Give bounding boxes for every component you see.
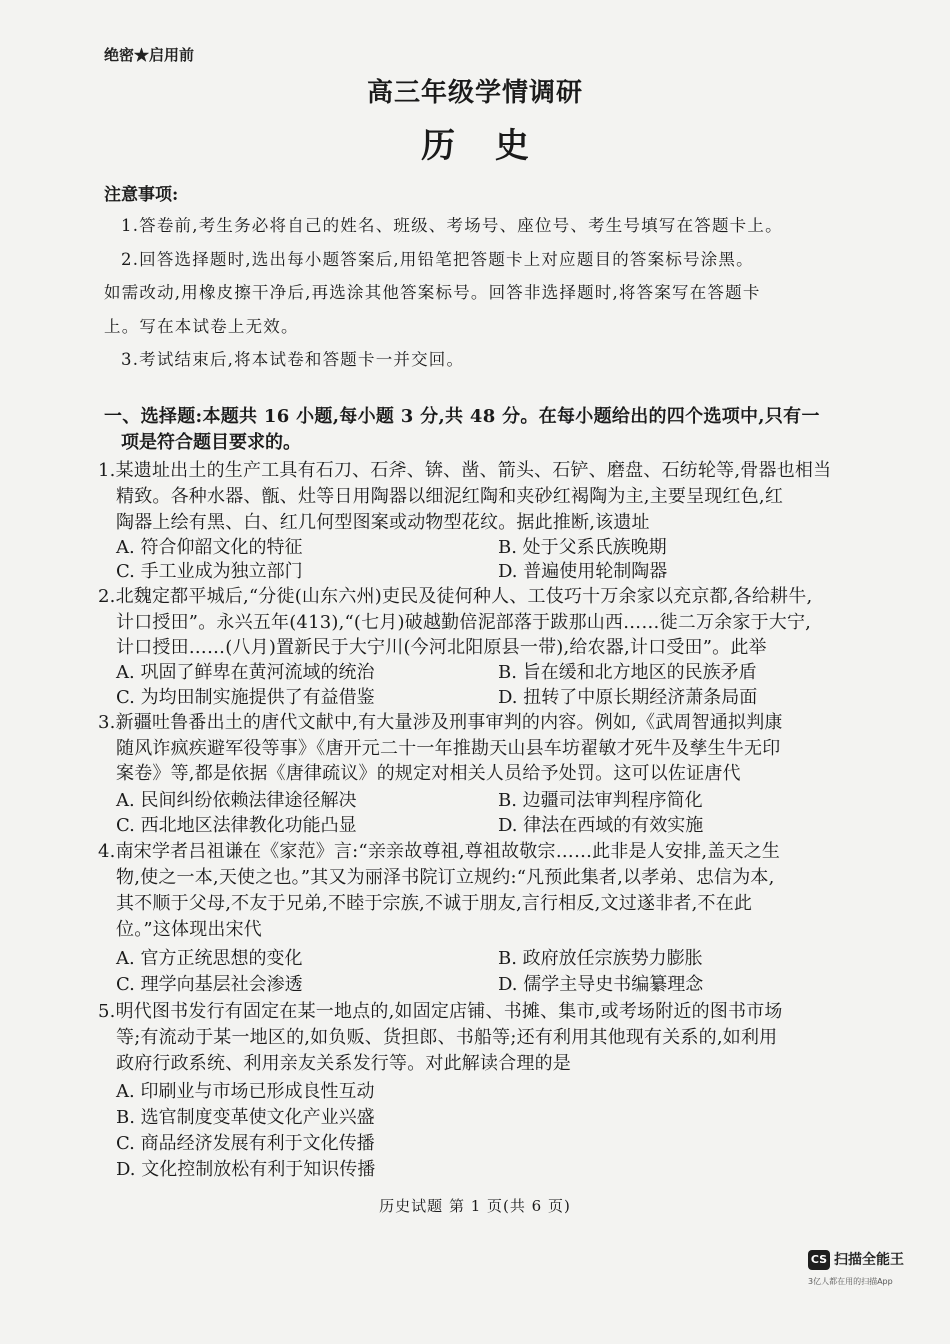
option-a: A. 官方正统思想的变化 (116, 948, 303, 969)
question-stem-line: 5.明代图书发行有固定在某一地点的,如固定店铺、书摊、集市,或考场附近的图书市场 (98, 1001, 783, 1022)
exam-title: 高三年级学情调研 (366, 78, 583, 108)
question-stem-line: 陶器上绘有黑、白、红几何型图案或动物型花纹。据此推断,该遗址 (116, 512, 650, 533)
option-c: C. 商品经济发展有利于文化传播 (116, 1133, 375, 1154)
option-b: B. 处于父系氏族晚期 (498, 537, 667, 558)
option-d: D. 文化控制放松有利于知识传播 (116, 1159, 376, 1180)
watermark-app-name: 扫描全能王 (834, 1252, 904, 1268)
option-d: D. 普遍使用轮制陶器 (498, 561, 668, 582)
notice-line: 3.考试结束后,将本试卷和答题卡一并交回。 (121, 350, 465, 369)
subject-title: 历 史 (421, 126, 529, 166)
option-a: A. 印刷业与市场已形成良性互动 (116, 1081, 375, 1102)
notice-heading: 注意事项: (104, 185, 179, 205)
confidential-mark: 绝密★启用前 (104, 46, 195, 64)
question-stem-line: 1.某遗址出土的生产工具有石刀、石斧、锛、凿、箭头、石铲、磨盘、石纺轮等,骨器也相当 (98, 460, 832, 481)
option-b: B. 选官制度变革使文化产业兴盛 (116, 1107, 375, 1128)
page-footer: 历史试题 第 1 页(共 6 页) (379, 1197, 571, 1215)
camscanner-logo-icon: CS (808, 1250, 830, 1270)
option-a: A. 民间纠纷依赖法律途径解决 (116, 790, 357, 811)
option-a: A. 符合仰韶文化的特征 (116, 537, 303, 558)
option-c: C. 西北地区法律教化功能凸显 (116, 815, 357, 836)
question-stem-line: 案卷》等,都是依据《唐律疏议》的规定对相关人员给予处罚。这可以佐证唐代 (116, 763, 741, 784)
question-stem-line: 其不顺于父母,不友于兄弟,不睦于宗族,不诚于朋友,言行相反,文过遂非者,不在此 (116, 893, 753, 914)
notice-line: 上。写在本试卷上无效。 (104, 317, 299, 336)
question-stem-line: 计口授田……(八月)置新民于大宁川(今河北阳原县一带),给农器,计口受田”。此举 (116, 637, 767, 658)
question-stem-line: 精致。各种水器、甑、灶等日用陶器以细泥红陶和夹砂红褐陶为主,主要呈现红色,红 (116, 486, 784, 507)
section-instruction: 一、选择题:本题共 16 小题,每小题 3 分,共 48 分。在每小题给出的四个选项中,只有一 (104, 406, 820, 427)
question-stem-line: 等;有流动于某一地区的,如负贩、货担郎、书船等;还有利用其他现有关系的,如利用 (116, 1027, 778, 1048)
option-d: D. 律法在西域的有效实施 (498, 815, 704, 836)
notice-line: 1.答卷前,考生务必将自己的姓名、班级、考场号、座位号、考生号填写在答题卡上。 (121, 216, 783, 235)
question-stem-line: 随风诈疯疾避军役等事》《唐开元二十一年推勘天山县车坊翟敏才死牛及孳生牛无印 (116, 738, 781, 759)
option-a: A. 巩固了鲜卑在黄河流域的统治 (116, 662, 375, 683)
watermark-tagline: 3亿人都在用的扫描App (808, 1277, 893, 1286)
question-stem-line: 位。”这体现出宋代 (116, 919, 263, 940)
option-b: B. 旨在缓和北方地区的民族矛盾 (498, 662, 757, 683)
notice-line: 如需改动,用橡皮擦干净后,再选涂其他答案标号。回答非选择题时,将答案写在答题卡 (104, 283, 761, 302)
option-c: C. 手工业成为独立部门 (116, 561, 303, 582)
option-c: C. 理学向基层社会渗透 (116, 974, 303, 995)
option-d: D. 儒学主导史书编纂理念 (498, 974, 704, 995)
question-stem-line: 3.新疆吐鲁番出土的唐代文献中,有大量涉及刑事审判的内容。例如,《武周智通拟判康 (98, 712, 783, 733)
question-stem-line: 物,使之一本,天使之也。”其又为丽泽书院订立规约:“凡预此集者,以孝弟、忠信为本, (116, 867, 775, 888)
section-instruction: 项是符合题目要求的。 (121, 432, 301, 453)
option-c: C. 为均田制实施提供了有益借鉴 (116, 687, 375, 708)
notice-line: 2.回答选择题时,选出每小题答案后,用铅笔把答题卡上对应题目的答案标号涂黑。 (121, 250, 754, 269)
option-b: B. 边疆司法审判程序简化 (498, 790, 703, 811)
question-stem-line: 计口授田”。永兴五年(413),“(七月)破越勤倍泥部落于跋那山西……徙二万余家于大宁, (116, 612, 812, 633)
question-stem-line: 4.南宋学者吕祖谦在《家范》言:“亲亲故尊祖,尊祖故敬宗……此非是人安排,盖天之生 (98, 841, 781, 862)
option-d: D. 扭转了中原长期经济萧条局面 (498, 687, 758, 708)
option-b: B. 政府放任宗族势力膨胀 (498, 948, 703, 969)
question-stem-line: 2.北魏定都平城后,“分徙(山东六州)吏民及徒何种人、工伎巧十万余家以充京都,各给耕牛, (98, 586, 813, 607)
question-stem-line: 政府行政系统、利用亲友关系发行等。对此解读合理的是 (116, 1053, 571, 1074)
